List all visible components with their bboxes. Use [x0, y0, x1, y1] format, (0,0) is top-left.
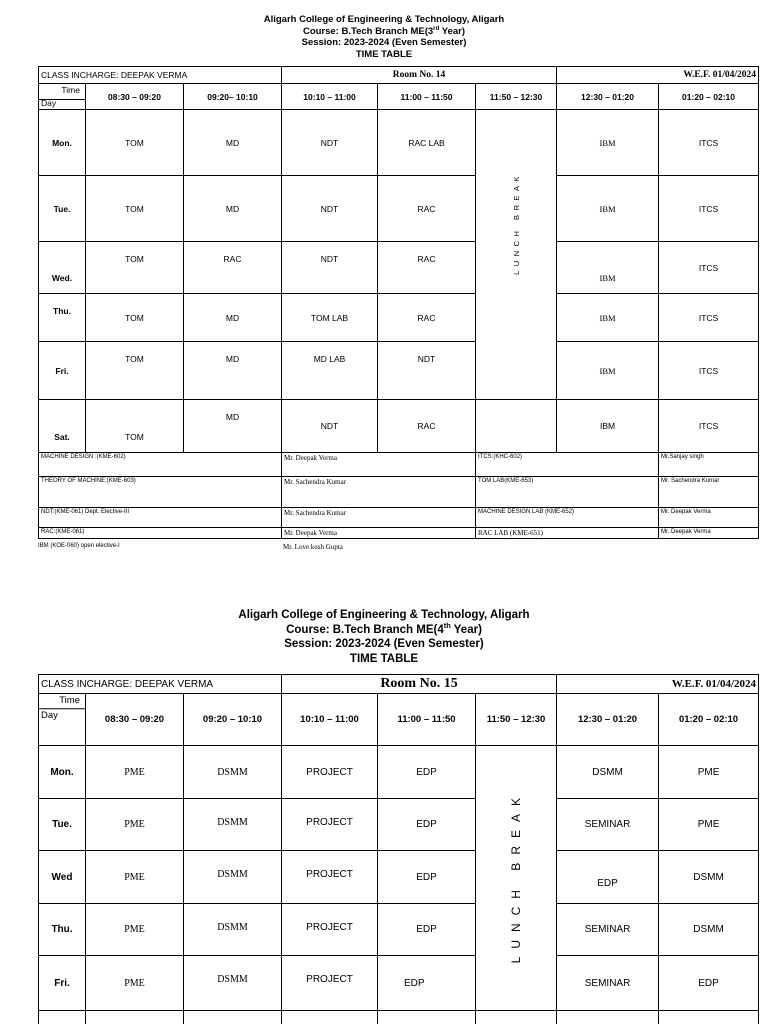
- legend-row: [39, 477, 759, 508]
- legend-faculty: Mr. Sachendra Kumar: [659, 477, 759, 508]
- session-line: Session: 2023-2024 (Even Semester): [284, 638, 484, 650]
- period-cell: NDT: [282, 110, 378, 176]
- period-cell: IBM: [557, 294, 659, 342]
- period-cell: ITCS: [659, 294, 759, 342]
- slot-header: 08:30 – 09:20: [86, 694, 184, 746]
- table-row: [39, 242, 759, 294]
- period-cell: ITCS: [659, 400, 759, 453]
- slot-header: 11:50 – 12:30: [476, 694, 557, 746]
- period-cell: NDT: [378, 342, 476, 400]
- period-cell: EDP: [378, 799, 476, 851]
- room-number: Room No. 14: [282, 67, 557, 84]
- period-cell: MD: [184, 110, 282, 176]
- time-label: Time: [61, 85, 80, 95]
- legend-faculty: Mr. Deepak Verma: [282, 453, 476, 477]
- legend-subject: MACHINE DESIGN LAB (KME-652): [476, 508, 659, 528]
- table-row: [39, 294, 759, 342]
- period-cell: DSMM: [184, 904, 282, 956]
- lunch-break-cell: [476, 110, 557, 400]
- slot-header-row: [39, 694, 759, 746]
- day-cell: Fri.: [39, 956, 86, 1011]
- table-row: [39, 400, 759, 453]
- period-cell: PME: [86, 904, 184, 956]
- course-line: Course: B.Tech Branch ME(3rd Year): [302, 24, 466, 37]
- table-row: [39, 110, 759, 176]
- period-cell: [378, 1011, 476, 1024]
- legend-subject: NDT:(KME-061) Dept. Elective-III: [39, 508, 282, 528]
- day-cell: Thu.: [39, 904, 86, 956]
- class-incharge: CLASS INCHARGE: DEEPAK VERMA: [39, 67, 282, 84]
- period-cell: PME: [86, 851, 184, 904]
- college-name: Aligarh College of Engineering & Technology, Aligarh: [263, 14, 505, 25]
- slot-header: 11:00 – 11:50: [378, 84, 476, 110]
- period-cell: TOM: [86, 294, 184, 342]
- table-row: [39, 956, 759, 1011]
- slot-header: 10:10 – 11:00: [282, 84, 378, 110]
- period-cell: DSMM: [659, 904, 759, 956]
- slot-header: 11:00 – 11:50: [378, 694, 476, 746]
- period-cell: DSMM: [184, 851, 282, 904]
- period-cell: RAC: [378, 400, 476, 453]
- time-day-cell: [39, 84, 86, 110]
- day-cell: Mon.: [39, 746, 86, 799]
- period-cell: [86, 1011, 184, 1024]
- period-cell: IBM: [557, 242, 659, 294]
- lunch-break-cell: [476, 746, 557, 1011]
- period-cell: EDP: [378, 904, 476, 956]
- day-cell: Sat.: [39, 400, 86, 453]
- legend-faculty: Mr. Deepak Verma: [659, 508, 759, 528]
- timetable-title: TIME TABLE: [349, 652, 419, 665]
- period-cell: IBM: [557, 400, 659, 453]
- lunch-break-label: LUNCH BREAK: [509, 789, 524, 964]
- period-cell: [476, 1011, 557, 1024]
- legend-subject: THEORY OF MACHINE:(KME-603): [39, 477, 282, 508]
- period-cell: DSMM: [184, 799, 282, 851]
- period-cell: ITCS: [659, 176, 759, 242]
- period-cell: PME: [86, 799, 184, 851]
- day-cell: Tue.: [39, 176, 86, 242]
- day-cell: Tue.: [39, 799, 86, 851]
- time-day-cell: [39, 694, 86, 746]
- period-cell: SEMINAR: [557, 904, 659, 956]
- table-row: [39, 1011, 759, 1024]
- period-cell: PROJECT: [282, 746, 378, 799]
- period-cell: MD: [184, 342, 282, 400]
- day-cell: Fri.: [39, 342, 86, 400]
- period-cell: TOM LAB: [282, 294, 378, 342]
- day-cell: Thu.: [39, 294, 86, 342]
- period-cell: MD: [184, 294, 282, 342]
- period-cell: IBM: [557, 342, 659, 400]
- session-line: Session: 2023-2024 (Even Semester): [301, 37, 467, 48]
- period-cell: [39, 1011, 86, 1024]
- timetable-2-header: [0, 608, 768, 666]
- table-row: [39, 799, 759, 851]
- day-cell: Mon.: [39, 110, 86, 176]
- period-cell: DSMM: [557, 746, 659, 799]
- period-cell: NDT: [282, 242, 378, 294]
- legend-faculty: Mr. Deepak Verma: [659, 528, 759, 539]
- period-cell: SEMINAR: [557, 956, 659, 1011]
- period-cell: ITCS: [659, 342, 759, 400]
- period-cell: RAC LAB: [378, 110, 476, 176]
- period-cell: DSMM: [184, 956, 282, 1011]
- slot-header: 01:20 – 02:10: [659, 84, 759, 110]
- timetable-title: TIME TABLE: [355, 48, 413, 60]
- legend-faculty: Mr.Sanjay singh: [659, 453, 759, 477]
- slot-header-row: [39, 84, 759, 110]
- course-line: Course: B.Tech Branch ME(4th Year): [286, 620, 482, 636]
- period-cell: TOM: [86, 110, 184, 176]
- period-cell: IBM: [557, 176, 659, 242]
- period-cell: DSMM: [659, 851, 759, 904]
- period-cell: [659, 1011, 759, 1024]
- slot-header: 09:20 – 10:10: [184, 694, 282, 746]
- day-label: Day: [41, 98, 57, 108]
- period-cell: MD: [184, 176, 282, 242]
- period-cell: SEMINAR: [557, 799, 659, 851]
- lunch-break-label: LUNCH BREAK: [511, 172, 521, 275]
- info-bar: [39, 675, 759, 694]
- legend-row: [39, 508, 759, 528]
- period-cell: NDT: [282, 400, 378, 453]
- legend-subject: RAC:(KME-061): [39, 528, 282, 539]
- footnote-faculty: Mr. Love kush Gupta: [283, 543, 343, 551]
- period-cell: PROJECT: [282, 904, 378, 956]
- period-cell: ITCS: [659, 242, 759, 294]
- period-cell: [476, 400, 557, 453]
- period-cell: EDP: [659, 956, 759, 1011]
- timetable-1: [38, 66, 759, 539]
- slot-header: 10:10 – 11:00: [282, 694, 378, 746]
- period-cell: TOM: [86, 176, 184, 242]
- period-cell: EDP: [557, 851, 659, 904]
- legend-row: [39, 453, 759, 477]
- period-cell: PME: [659, 746, 759, 799]
- slot-header: 08:30 – 09:20: [86, 84, 184, 110]
- period-cell: EDP: [378, 956, 476, 1011]
- period-cell: TOM: [86, 342, 184, 400]
- legend-faculty: Mr. Sachendra Kumar: [282, 477, 476, 508]
- legend-subject: RAC LAB (KME-651): [476, 528, 659, 539]
- period-cell: [282, 1011, 378, 1024]
- timetable-1-header: [0, 14, 768, 60]
- period-cell: MD LAB: [282, 342, 378, 400]
- day-label: Day: [41, 710, 58, 721]
- slot-header: 11:50 – 12:30: [476, 84, 557, 110]
- period-cell: RAC: [184, 242, 282, 294]
- class-incharge: CLASS INCHARGE: DEEPAK VERMA: [39, 675, 282, 694]
- time-label: Time: [59, 695, 80, 706]
- college-name: Aligarh College of Engineering & Technology, Aligarh: [238, 609, 530, 621]
- period-cell: TOM: [86, 400, 184, 453]
- wef-date: W.E.F. 01/04/2024: [557, 67, 759, 84]
- period-cell: RAC: [378, 176, 476, 242]
- room-number: Room No. 15: [282, 675, 557, 694]
- period-cell: NDT: [282, 176, 378, 242]
- timetable-2: [38, 674, 759, 1024]
- legend-faculty: Mr. Sachendra Kumar: [282, 508, 476, 528]
- period-cell: [557, 1011, 659, 1024]
- slot-header: 12:30 – 01:20: [557, 84, 659, 110]
- period-cell: RAC: [378, 294, 476, 342]
- period-cell: RAC: [378, 242, 476, 294]
- period-cell: DSMM: [184, 746, 282, 799]
- period-cell: TOM: [86, 242, 184, 294]
- day-cell: Wed: [39, 851, 86, 904]
- period-cell: EDP: [378, 851, 476, 904]
- period-cell: [184, 1011, 282, 1024]
- period-cell: PROJECT: [282, 956, 378, 1011]
- info-bar: [39, 67, 759, 84]
- legend-subject: MACHINE DESIGN :(KME-602): [39, 453, 282, 477]
- legend-row: [39, 528, 759, 539]
- slot-header: 12:30 – 01:20: [557, 694, 659, 746]
- period-cell: PME: [86, 746, 184, 799]
- period-cell: EDP: [378, 746, 476, 799]
- period-cell: PROJECT: [282, 799, 378, 851]
- period-cell: PME: [659, 799, 759, 851]
- period-cell: MD: [184, 400, 282, 453]
- day-cell: Wed.: [39, 242, 86, 294]
- slot-header: 09:20– 10:10: [184, 84, 282, 110]
- legend-faculty: Mr. Deepak Verma: [282, 528, 476, 539]
- wef-date: W.E.F. 01/04/2024: [557, 675, 759, 694]
- table-row: [39, 904, 759, 956]
- period-cell: PME: [86, 956, 184, 1011]
- period-cell: ITCS: [659, 110, 759, 176]
- table-row: [39, 176, 759, 242]
- slot-header: 01:20 – 02:10: [659, 694, 759, 746]
- period-cell: IBM: [557, 110, 659, 176]
- table-row: [39, 342, 759, 400]
- period-cell: PROJECT: [282, 851, 378, 904]
- table-row: [39, 746, 759, 799]
- table-row: [39, 851, 759, 904]
- footnote-subject: IBM (KOE-060) open elective-I: [38, 543, 120, 549]
- legend-subject: TOM LAB(KME-653): [476, 477, 659, 508]
- legend-subject: ITCS:(KHC-602): [476, 453, 659, 477]
